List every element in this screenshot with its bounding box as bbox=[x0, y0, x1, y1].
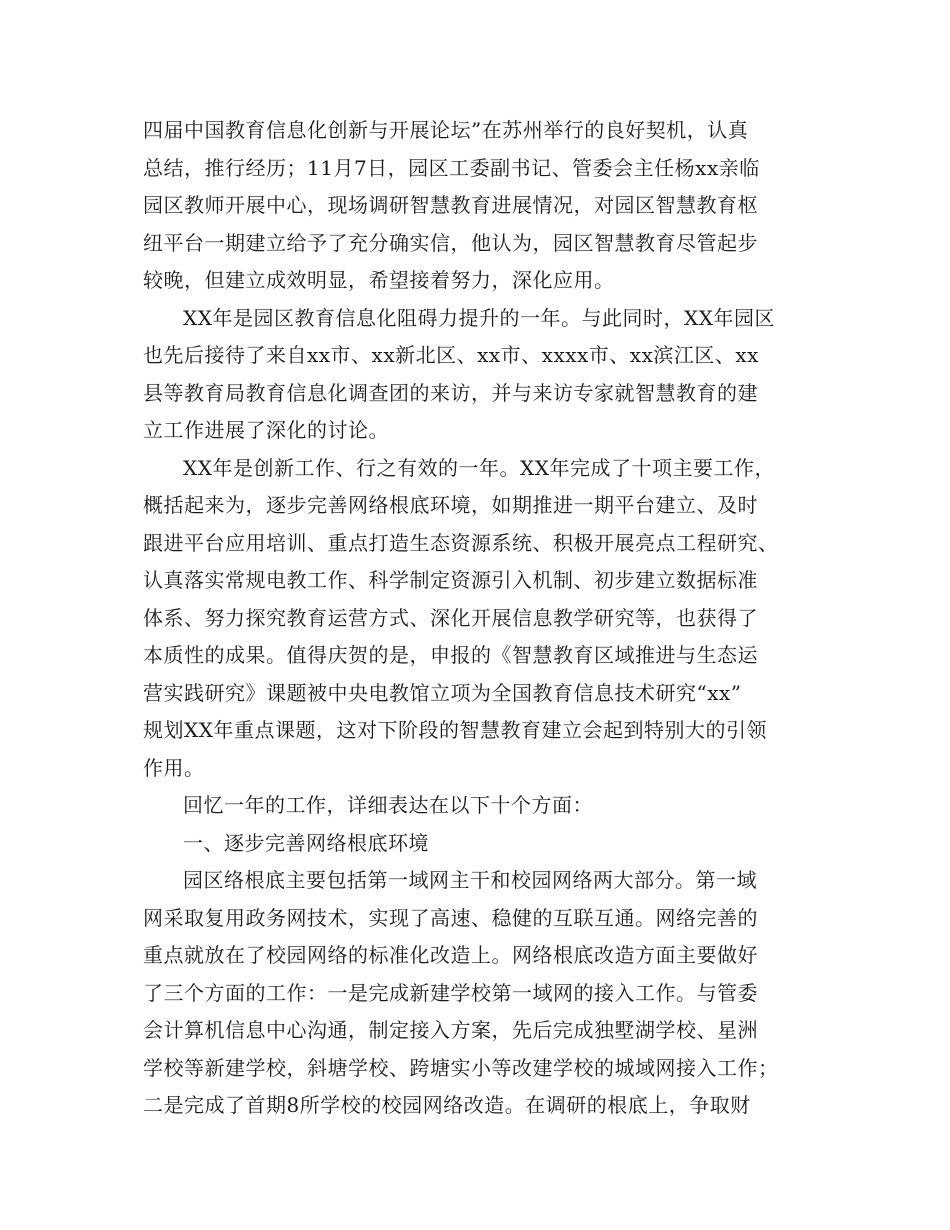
text-line: 四届中国教育信息化创新与开展论坛”在苏州举行的良好契机，认真 bbox=[143, 118, 749, 142]
text-line: 营实践研究》课题被中央电教馆立项为全国教育信息技术研究“xx” bbox=[143, 680, 742, 705]
text-line: 跟进平台应用培训、重点打造生态资源系统、积极开展亮点工程研究、 bbox=[143, 530, 779, 555]
text-line: 会计算机信息中心沟通，制定接入方案，先后完成独墅湖学校、星洲 bbox=[143, 1018, 758, 1042]
text-line: 总结，推行经历；11月7日，园区工委副书记、管委会主任杨xx亲临 bbox=[143, 155, 760, 180]
text-line: 二是完成了首期8所学校的校园网络改造。在调研的根底上，争取财 bbox=[143, 1093, 751, 1117]
paragraph-first-line: XX年是创新工作、行之有效的一年。XX年完成了十项主要工作， bbox=[183, 455, 775, 480]
text-line: 立工作进展了深化的讨论。 bbox=[143, 418, 389, 442]
paragraph-first-line: 回忆一年的工作，详细表达在以下十个方面： bbox=[183, 793, 593, 817]
document-body bbox=[143, 112, 811, 1125]
paragraph-first-line: XX年是园区教育信息化阻碍力提升的一年。与此同时，XX年园区 bbox=[183, 305, 775, 330]
text-line: 认真落实常规电教工作、科学制定资源引入机制、初步建立数据标准 bbox=[143, 568, 758, 592]
section-heading: 一、逐步完善网络根底环境 bbox=[183, 830, 429, 855]
text-line: 体系、努力探究教育运营方式、深化开展信息教学研究等，也获得了 bbox=[143, 605, 758, 630]
text-line: 概括起来为，逐步完善网络根底环境，如期推进一期平台建立、及时 bbox=[143, 493, 758, 517]
text-line: 园区教师开展中心，现场调研智慧教育进展情况，对园区智慧教育枢 bbox=[143, 193, 758, 217]
text-line: 网采取复用政务网技术，实现了高速、稳健的互联互通。网络完善的 bbox=[143, 905, 758, 930]
paragraph-first-line: 园区络根底主要包括第一域网主干和校园网络两大部分。第一域 bbox=[183, 868, 757, 892]
text-line: 了三个方面的工作：一是完成新建学校第一域网的接入工作。与管委 bbox=[143, 980, 758, 1005]
text-line: 县等教育局教育信息化调查团的来访，并与来访专家就智慧教育的建 bbox=[143, 380, 758, 405]
text-line: 本质性的成果。值得庆贺的是，申报的《智慧教育区域推进与生态运 bbox=[143, 643, 758, 667]
text-line: 纽平台一期建立给予了充分确实信，他认为，园区智慧教育尽管起步 bbox=[143, 230, 758, 255]
text-line: 规划XX年重点课题，这对下阶段的智慧教育建立会起到特别大的引领 bbox=[143, 718, 767, 742]
text-line: 也先后接待了来自xx市、xx新北区、xx市、xxxx市、xx滨江区、xx bbox=[143, 343, 759, 367]
text-line: 作用。 bbox=[143, 755, 205, 780]
text-line: 重点就放在了校园网络的标准化改造上。网络根底改造方面主要做好 bbox=[143, 943, 758, 967]
text-line: 学校等新建学校，斜塘学校、跨塘实小等改建学校的城域网接入工作； bbox=[143, 1055, 779, 1080]
text-line: 较晚，但建立成效明显，希望接着努力，深化应用。 bbox=[143, 268, 615, 292]
